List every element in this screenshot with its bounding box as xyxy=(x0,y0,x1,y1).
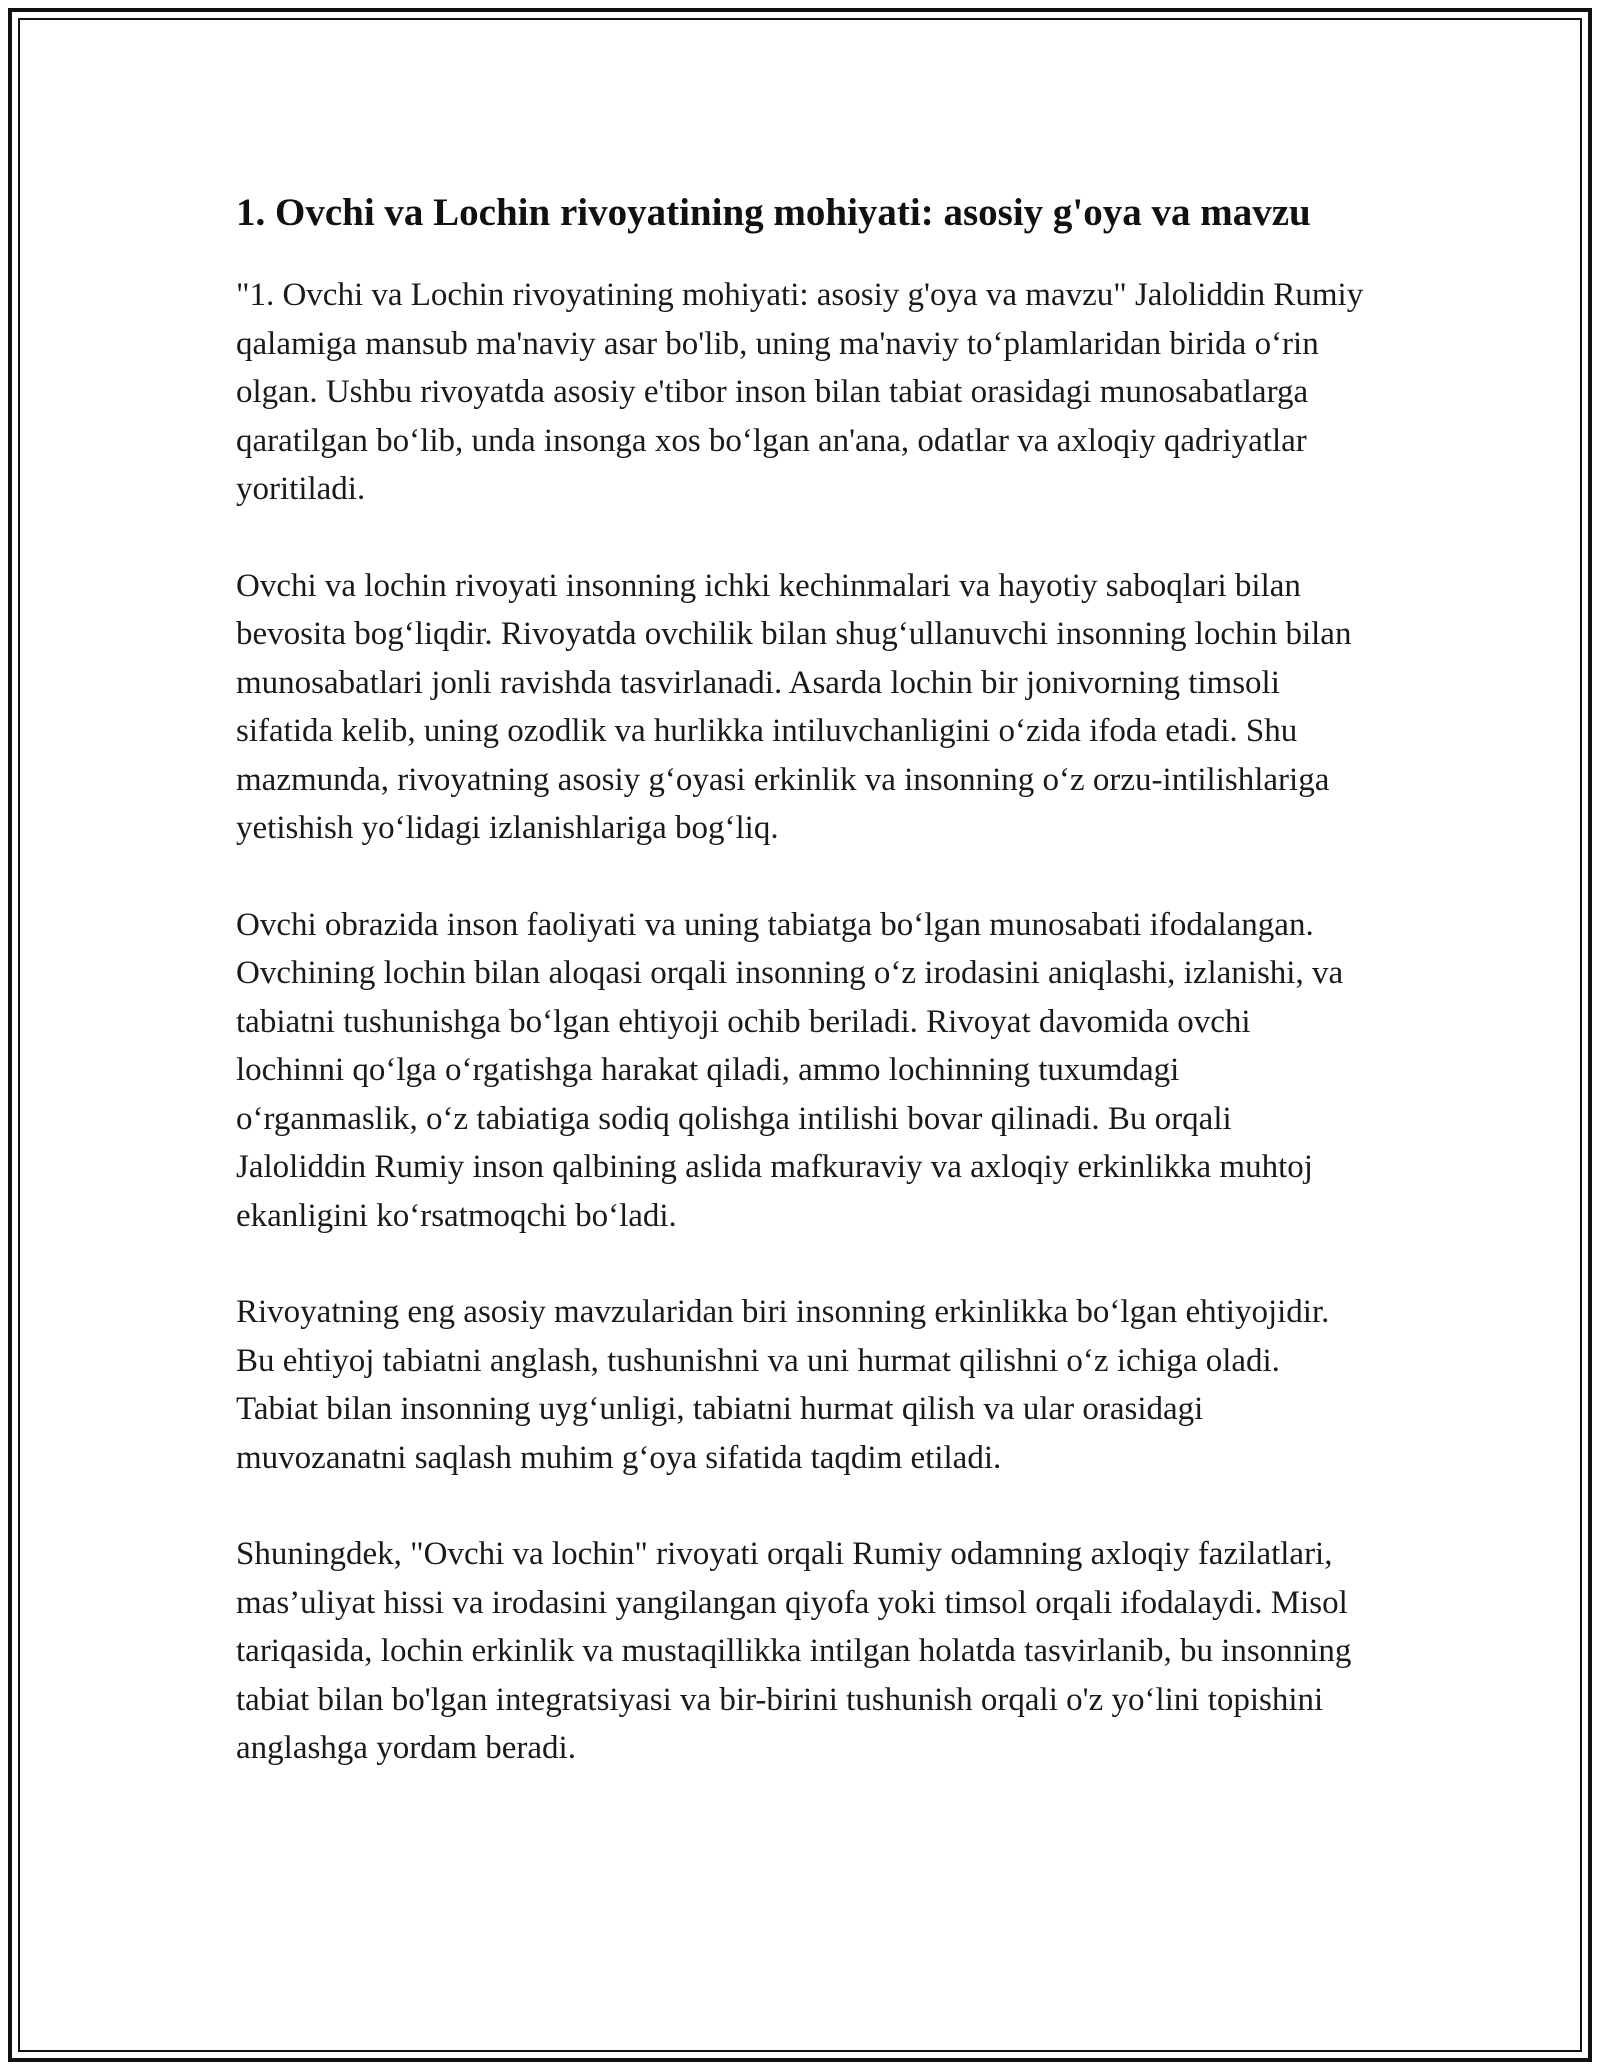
paragraph-2: Ovchi va lochin rivoyati insonning ichki kechinmalari va hayotiy saboqlari bilan bevosita bog‘liqdir. Rivoyatda ovchilik bilan shug‘ullanuvchi insonning lochin bilan munosabatlari jonli ravishda tasvirlanadi. Asarda lochin bir jonivorning timsoli sifatida kelib, uning ozodlik va hurlikka intiluvchanligini o‘zida ifoda etadi. Shu mazmunda, rivoyatning asosiy g‘oyasi erkinlik va insonning o‘z orzu-intilishlariga yetishish yo‘lidagi izlanishlariga bog‘liq. xyxy=(236,567,1352,846)
document-body xyxy=(236,185,1366,1821)
paragraph-1: "1. Ovchi va Lochin rivoyatining mohiyati: asosiy g'oya va mavzu" Jaloliddin Rumiy qalamiga mansub ma'naviy asar bo'lib, uning ma'naviy to‘plamlaridan birida o‘rin olgan. Ushbu rivoyatda asosiy e'tibor inson bilan tabiat orasidagi munosabatlarga qaratilgan bo‘lib, unda insonga xos bo‘lgan an'ana, odatlar va axloqiy qadriyatlar yoritiladi. xyxy=(236,277,1364,507)
section-heading: 1. Ovchi va Lochin rivoyatining mohiyati: asosiy g'oya va mavzu xyxy=(236,191,1311,234)
paragraph-4: Rivoyatning eng asosiy mavzularidan biri insonning erkinlikka bo‘lgan ehtiyojidir. Bu ehtiyoj tabiatni anglash, tushunishni va uni hurmat qilishni o‘z ichiga oladi. Tabiat bilan insonning uyg‘unligi, tabiatni hurmat qilish va ular orasidagi muvozanatni saqlash muhim g‘oya sifatida taqdim etiladi. xyxy=(236,1294,1330,1476)
paragraph-5: Shuningdek, "Ovchi va lochin" rivoyati orqali Rumiy odamning axloqiy fazilatlari, mas’uliyat hissi va irodasini yangilangan qiyofa yoki timsol orqali ifodalaydi. Misol tariqasida, lochin erkinlik va mustaqillikka intilgan holatda tasvirlanib, bu insonning tabiat bilan bo'lgan integratsiyasi va bir-birini tushunish orqali o'z yo‘lini topishini anglashga yordam beradi. xyxy=(236,1536,1352,1766)
paragraph-3: Ovchi obrazida inson faoliyati va uning tabiatga bo‘lgan munosabati ifodalangan. Ovchining lochin bilan aloqasi orqali insonning o‘z irodasini aniqlashi, izlanishi, va tabiatni tushunishga bo‘lgan ehtiyoji ochib beriladi. Rivoyat davomida ovchi lochinni qo‘lga o‘rgatishga harakat qiladi, ammo lochinning tuxumdagi o‘rganmaslik, o‘z tabiatiga sodiq qolishga intilishi bovar qilinadi. Bu orqali Jaloliddin Rumiy inson qalbining aslida mafkuraviy va axloqiy erkinlikka muhtoj ekanligini ko‘rsatmoqchi bo‘ladi. xyxy=(236,906,1344,1234)
